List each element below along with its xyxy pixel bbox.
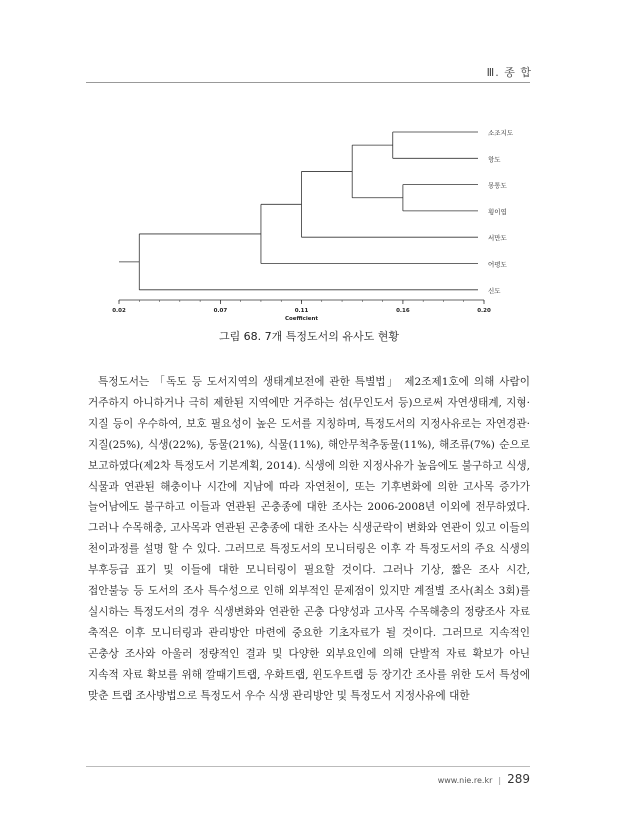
page-footer <box>438 772 530 786</box>
x-tick-label: 0.11 <box>294 308 309 314</box>
leaf-label: 신도 <box>488 286 501 295</box>
leaf-label: 몽통도 <box>488 181 507 190</box>
leaf-label: 항도 <box>488 155 501 164</box>
leaf-label: 서만도 <box>488 234 507 243</box>
leaf-label: 어평도 <box>488 260 507 269</box>
footer-separator: | <box>498 776 502 785</box>
footer-divider <box>86 766 530 767</box>
leaf-label: 횡이엽 <box>488 207 507 216</box>
section-header: Ⅲ. 종 합 <box>486 66 532 79</box>
footer-url: www.nie.re.kr <box>437 776 493 785</box>
x-tick-label: 0.07 <box>213 308 228 314</box>
body-text <box>88 372 530 707</box>
x-tick-label: 0.02 <box>112 308 126 314</box>
figure-caption: 그림 68. 7개 특정도서의 유사도 현황 <box>218 330 400 343</box>
page-number: 289 <box>507 772 530 786</box>
body-paragraph: 특정도서는 「독도 등 도서지역의 생태계보전에 관한 특별법」 제2조제1호에 의해 사람이 거주하지 아니하거나 극히 제한된 지역에만 거주하는 섬(무인도서 등)으로써 자연생태계, 지형·지질 등이 우수하여, 보호 필요성이 높은 도서를 지칭하며, 특정도서의 지정사유로는 자연경관·지질(25%), 식생(22%), 동물(21%), 식물(11%), 해안무척추동물(11%), 해조류(7%) 순으로 보고하였다(제2차 특정도서 기본계획, 2014). 식생에 의한 지정사유가 높음에도 불구하고 식생, 식물과 연관된 해충이나 시간에 지남에 따라 자연천이, 또는 기후변화에 의한 고사목 증가가 늘어남에도 불구하고 이들과 연관된 곤충종에 대한 조사는 2006-2008년 이외에 전무하였다. 그러나 수목해충, 고사목과 연관된 곤충종에 대한 조사는 식생군락이 변화와 연관이 있고 이들의 천이과정를 설명 할 수 있다. 그러므로 특정도서의 모니터링은 이후 각 특정도서의 주요 식생의 부후등급 표기 및 이들에 대한 모니터링이 필요할 것이다. 그러나 기상, 짧은 조사 시간, 접안불능 등 도서의 조사 특수성으로 인해 외부적인 문제점이 있지만 계절별 조사(최소 3회)를 실시하는 특정도서의 경우 식생변화와 연관한 곤충 다양성과 고사목 수목해충의 정량조사 자료 축적은 이후 모니터링과 관리방안 마련에 중요한 기초자료가 될 것이다. 그러므로 지속적인 곤충상 조사와 아울러 정량적인 결과 및 다양한 외부요인에 의해 단발적 자료 확보가 아닌 지속적 자료 확보를 위해 깔때기트랩, 우화트랩, 윈도우트랩 등 장기간 조사를 위한 도서 특성에 맞춘 트랩 조사방법으로 특정도서 우수 식생 관리방안 및 특정도서 지정사유에 대한 <box>88 376 530 702</box>
leaf-label: 소조지도 <box>488 129 514 137</box>
x-axis-label: Coefficient <box>284 316 319 322</box>
x-tick-label: 0.16 <box>396 308 410 314</box>
dendrogram-chart <box>0 0 618 330</box>
x-tick-label: 0.20 <box>477 308 491 314</box>
